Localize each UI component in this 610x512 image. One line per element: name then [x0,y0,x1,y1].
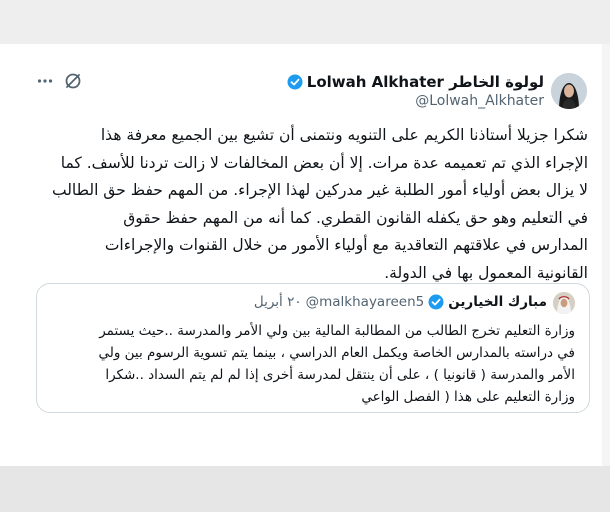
tweet-text-line: الإجراء الذي تم تعميمه عدة مرات. إلا أن بعض المخالفات لا زالت تردنا للأسف. كما [60,153,588,172]
more-dots [36,72,54,90]
author-name-row[interactable] [287,73,544,91]
tweet-text-line: شكرا جزيلا أستاذنا الكريم على التنويه ونتمنى أن تشيع بين الجميع معرفة هذا [100,126,588,144]
author-display-name: Lolwah Alkhater لولوة الخاطر [306,73,544,91]
author-avatar-image [551,73,587,109]
tweet-text-line: في التعليم وهو حق يكفله القانون القطري. كما أنه من المهم حفظ حقوق [123,208,588,227]
more-options-icon[interactable] [36,72,54,90]
card-edge [602,44,610,466]
quoted-text [49,320,575,408]
quoted-text-line: وزارة التعليم تخرج الطالب من المطالبة المالية بين ولي الأمر والمدرسة ..حيث يستمر [99,323,575,339]
quoted-author-avatar[interactable] [553,292,575,314]
tweet-text-line: لا يزال بعض أولياء أمور الطلبة غير مدركين لهذا الإجراء. من المهم حفظ حق الطالب [51,181,588,199]
author-handle[interactable]: @Lolwah_Alkhater [415,93,544,109]
quoted-avatar-image [553,292,575,314]
quoted-display-name[interactable]: مبارك الخيارين [448,294,547,310]
quoted-text-line: وزارة التعليم على هذا ( الفصل الواعي [361,389,575,405]
tweet-text-line: القانونية المعمول بها في الدولة. [384,263,588,282]
page-background-top [0,0,610,44]
quoted-handle[interactable]: @malkhayareen5 [305,294,425,310]
author-avatar[interactable] [551,73,587,109]
quoted-date[interactable]: ٢٠ أبريل [253,294,302,310]
page-background-bottom [0,466,610,512]
quoted-text-line: الأمر والمدرسة ( قانونيا ) ، على أن ينتقل لمدرسة أخرى إذا لم لم يتم السداد ..شكرا [105,367,575,383]
quoted-tweet[interactable] [36,283,590,413]
quoted-text-line: في دراسته بالمدارس الخاصة ويكمل العام الدراسي ، بينما يتم تسوية الرسوم بين ولي [98,345,575,361]
quoted-header [254,294,547,310]
grok-icon[interactable] [64,72,82,90]
tweet-text-line: المدارس في علاقتهم التعاقدية مع أولياء الأمور من خلال القنوات والإجراءات [104,236,588,254]
tweet-text [20,122,588,287]
verified-badge-icon [287,74,303,90]
verified-badge-icon [428,294,444,310]
